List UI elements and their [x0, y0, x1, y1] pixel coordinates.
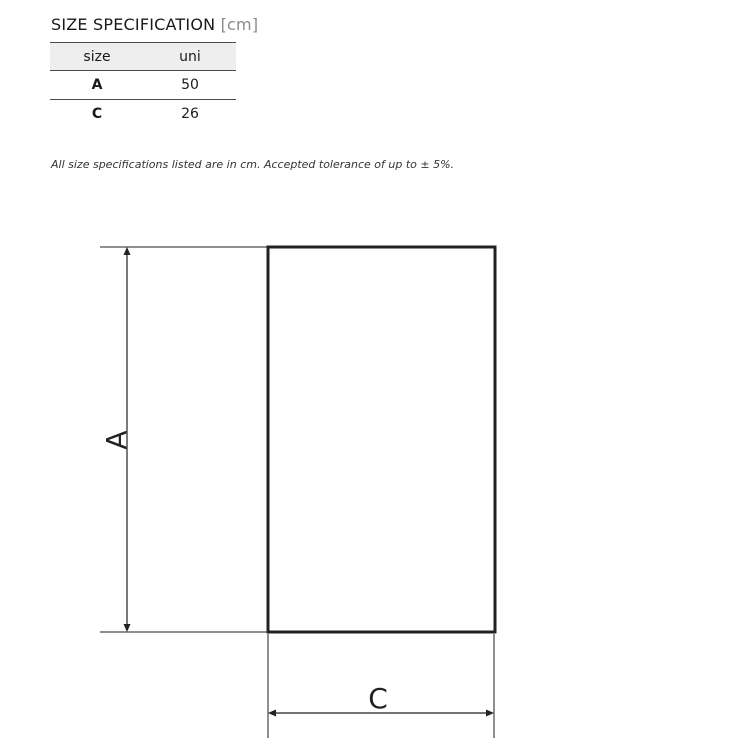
row-value-a: 50 [144, 71, 236, 100]
height-label: A [100, 430, 133, 450]
width-label: C [368, 682, 388, 715]
row-value-c: 26 [181, 106, 199, 122]
spec-unit: [cm] [220, 15, 259, 34]
row-size-c: C [91, 106, 103, 122]
spec-title-text: SIZE SPECIFICATION [51, 15, 216, 34]
header-size: size [50, 43, 144, 71]
arrow-down-icon [124, 624, 131, 632]
tolerance-note: All size specifications listed are in cm. Accepted tolerance of up to ± 5%. [51, 158, 455, 171]
row-size-a: A [50, 71, 144, 100]
arrow-up-icon [124, 247, 131, 255]
arrow-left-icon [268, 710, 276, 717]
header-uni: uni [144, 43, 236, 71]
arrow-right-icon [486, 710, 494, 717]
product-outline [268, 247, 495, 632]
